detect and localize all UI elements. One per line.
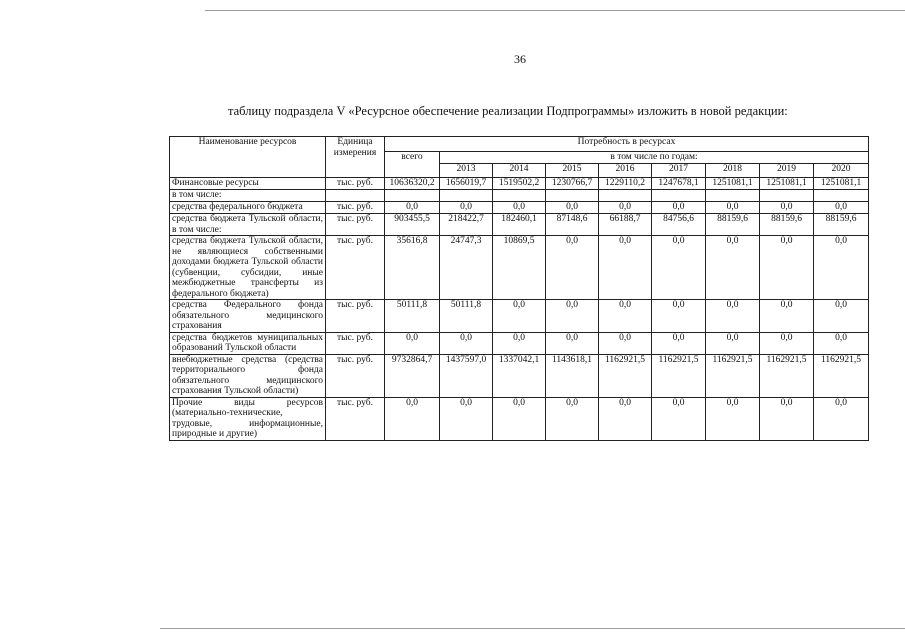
- row-unit: тыс. руб.: [326, 178, 385, 190]
- row-value: [440, 190, 493, 202]
- row-value: 87148,6: [546, 214, 599, 236]
- table-row-federal-budget: [170, 202, 869, 214]
- row-value: 0,0: [814, 300, 869, 333]
- row-value: 0,0: [599, 300, 652, 333]
- row-value: 88159,6: [760, 214, 814, 236]
- resources-table: [169, 136, 869, 441]
- row-unit: тыс. руб.: [326, 236, 385, 300]
- row-value: [599, 190, 652, 202]
- row-value: 0,0: [385, 397, 440, 440]
- row-value: 1162921,5: [652, 354, 706, 397]
- row-value: 0,0: [760, 236, 814, 300]
- header-resource-name: Наименование ресурсов: [170, 137, 326, 178]
- row-value: 0,0: [706, 202, 760, 214]
- header-year: 2013: [440, 164, 493, 178]
- row-value: [652, 190, 706, 202]
- row-value: 10869,5: [493, 236, 546, 300]
- row-name: внебюджетные средства (средства территориального фонда обязательного медицинского страхования Тульской области): [170, 354, 326, 397]
- header-year: 2016: [599, 164, 652, 178]
- row-value: 182460,1: [493, 214, 546, 236]
- header-unit: Единица измерения: [326, 137, 385, 178]
- header-total: всего: [385, 152, 440, 178]
- row-value: 0,0: [493, 397, 546, 440]
- row-value: 0,0: [652, 202, 706, 214]
- row-name: средства бюджета Тульской области, в том числе:: [170, 214, 326, 236]
- row-value: 1162921,5: [814, 354, 869, 397]
- row-value: 10636320,2: [385, 178, 440, 190]
- document-heading: таблицу подраздела V «Ресурсное обеспечение реализации Подпрограммы» изложить в новой редакции:: [228, 104, 788, 118]
- row-value: 0,0: [493, 300, 546, 333]
- row-value: 0,0: [814, 236, 869, 300]
- row-value: [814, 190, 869, 202]
- row-value: 24747,3: [440, 236, 493, 300]
- row-value: 1230766,7: [546, 178, 599, 190]
- row-value: 1162921,5: [760, 354, 814, 397]
- row-value: 0,0: [546, 332, 599, 354]
- row-value: 0,0: [814, 397, 869, 440]
- row-unit: тыс. руб.: [326, 354, 385, 397]
- row-unit: тыс. руб.: [326, 397, 385, 440]
- row-value: 903455,5: [385, 214, 440, 236]
- table-row-extrabudgetary: [170, 354, 869, 397]
- row-value: [546, 190, 599, 202]
- row-value: 0,0: [706, 236, 760, 300]
- row-unit: тыс. руб.: [326, 202, 385, 214]
- row-value: 1437597,0: [440, 354, 493, 397]
- row-unit: тыс. руб.: [326, 300, 385, 333]
- row-value: 1162921,5: [706, 354, 760, 397]
- header-year: 2015: [546, 164, 599, 178]
- row-value: 9732864,7: [385, 354, 440, 397]
- row-value: 1251081,1: [706, 178, 760, 190]
- header-year: 2020: [814, 164, 869, 178]
- row-name: Прочие виды ресурсов (материально-технические, трудовые, информационные, природные и другие): [170, 397, 326, 440]
- row-value: 1143618,1: [546, 354, 599, 397]
- row-value: 0,0: [760, 202, 814, 214]
- header-resource-need: Потребность в ресурсах: [385, 137, 869, 152]
- table-row-financial-resources: [170, 178, 869, 190]
- row-value: [760, 190, 814, 202]
- row-value: 0,0: [652, 300, 706, 333]
- row-value: 0,0: [706, 300, 760, 333]
- row-value: 0,0: [440, 202, 493, 214]
- row-value: 0,0: [652, 236, 706, 300]
- row-value: 1519502,2: [493, 178, 546, 190]
- row-value: 0,0: [706, 397, 760, 440]
- table-row-federal-insurance-fund: [170, 300, 869, 333]
- row-value: 0,0: [493, 332, 546, 354]
- row-name: Финансовые ресурсы: [170, 178, 326, 190]
- row-unit: [326, 190, 385, 202]
- row-value: [493, 190, 546, 202]
- row-value: [706, 190, 760, 202]
- row-value: 0,0: [493, 202, 546, 214]
- scan-rule-top: [205, 10, 905, 11]
- scan-rule-bottom: [160, 628, 905, 629]
- row-value: 0,0: [599, 332, 652, 354]
- row-value: 218422,7: [440, 214, 493, 236]
- row-value: 0,0: [599, 202, 652, 214]
- header-by-years: в том числе по годам:: [440, 152, 869, 164]
- header-year: 2017: [652, 164, 706, 178]
- table-row-including: [170, 190, 869, 202]
- row-value: 0,0: [546, 236, 599, 300]
- row-value: 1247678,1: [652, 178, 706, 190]
- row-value: 0,0: [546, 300, 599, 333]
- table-row-regional-budget: [170, 214, 869, 236]
- header-year: 2014: [493, 164, 546, 178]
- row-value: 50111,8: [385, 300, 440, 333]
- row-name: средства федерального бюджета: [170, 202, 326, 214]
- row-value: 1656019,7: [440, 178, 493, 190]
- row-value: 0,0: [440, 332, 493, 354]
- row-unit: тыс. руб.: [326, 214, 385, 236]
- table-row-regional-transfers: [170, 236, 869, 300]
- row-value: [385, 190, 440, 202]
- header-year: 2019: [760, 164, 814, 178]
- row-value: 0,0: [599, 236, 652, 300]
- row-value: 1229110,2: [599, 178, 652, 190]
- row-value: 1251081,1: [814, 178, 869, 190]
- table-row-other-resources: [170, 397, 869, 440]
- row-name: средства бюджетов муниципальных образований Тульской области: [170, 332, 326, 354]
- row-value: 1162921,5: [599, 354, 652, 397]
- page-number: 36: [514, 52, 526, 66]
- row-value: 0,0: [599, 397, 652, 440]
- row-value: 0,0: [652, 397, 706, 440]
- row-value: 0,0: [814, 202, 869, 214]
- row-value: 50111,8: [440, 300, 493, 333]
- table-row-municipal-budgets: [170, 332, 869, 354]
- row-value: 0,0: [546, 202, 599, 214]
- row-value: 0,0: [440, 397, 493, 440]
- row-value: 0,0: [385, 332, 440, 354]
- row-value: 84756,6: [652, 214, 706, 236]
- row-value: 66188,7: [599, 214, 652, 236]
- row-unit: тыс. руб.: [326, 332, 385, 354]
- row-value: 0,0: [706, 332, 760, 354]
- row-value: 0,0: [652, 332, 706, 354]
- row-name: средства Федерального фонда обязательного медицинского страхования: [170, 300, 326, 333]
- row-value: 35616,8: [385, 236, 440, 300]
- row-value: 1251081,1: [760, 178, 814, 190]
- row-name: средства бюджета Тульской области, не являющиеся собственными доходами бюджета Тульской области (субвенции, субсидии, иные межбюджетные трансферты из федерального бюджета): [170, 236, 326, 300]
- header-year: 2018: [706, 164, 760, 178]
- row-value: 1337042,1: [493, 354, 546, 397]
- row-value: 0,0: [760, 332, 814, 354]
- row-value: 0,0: [814, 332, 869, 354]
- row-name: в том числе:: [170, 190, 326, 202]
- row-value: 0,0: [760, 397, 814, 440]
- row-value: 0,0: [546, 397, 599, 440]
- row-value: 0,0: [385, 202, 440, 214]
- row-value: 0,0: [760, 300, 814, 333]
- row-value: 88159,6: [814, 214, 869, 236]
- row-value: 88159,6: [706, 214, 760, 236]
